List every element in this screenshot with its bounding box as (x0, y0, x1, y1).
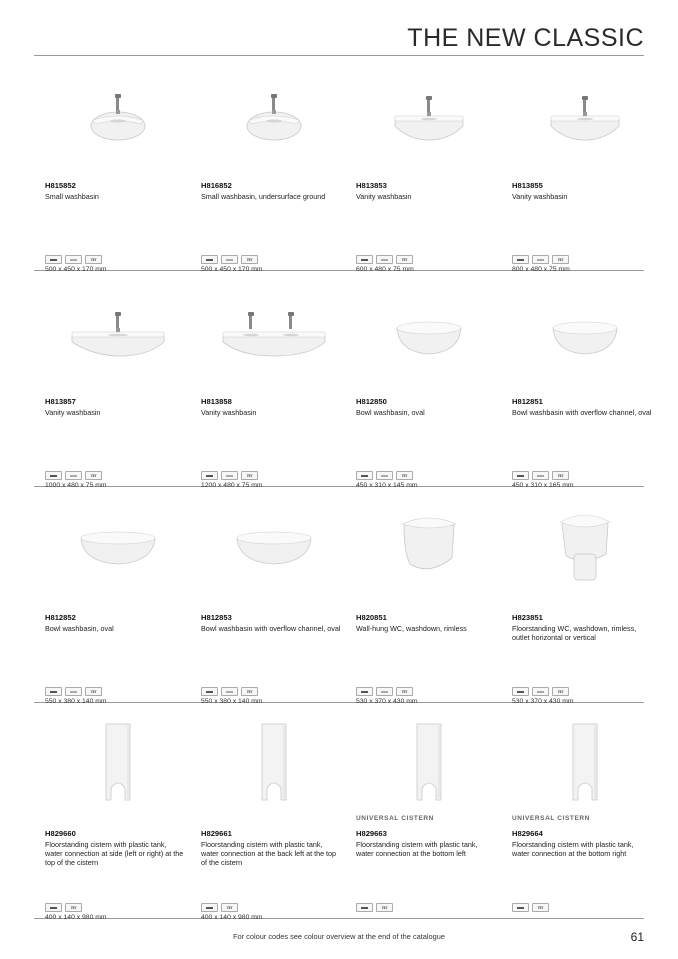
cistern-icon (201, 708, 346, 820)
wall-hung-wc-icon (356, 492, 501, 604)
small-washbasin-icon (45, 60, 190, 172)
colour-swatch (221, 255, 238, 264)
product-dimensions: 400 x 140 x 980 mm (45, 914, 107, 921)
product-dimensions: 500 x 450 x 170 mm (45, 266, 107, 273)
product-code: H815852 (45, 181, 76, 190)
colour-swatch (85, 687, 102, 696)
colour-code: 757 (70, 905, 77, 910)
product-dimensions: 600 x 480 x 75 mm (356, 266, 414, 273)
colour-code: 757 (381, 905, 388, 910)
vanity-washbasin-double-icon (201, 276, 346, 388)
colour-swatches (201, 471, 258, 480)
colour-swatch (201, 471, 218, 480)
page-title: THE NEW CLASSIC (407, 24, 644, 52)
product-description: Vanity washbasin (45, 408, 101, 417)
product-tagline: UNIVERSAL CISTERN (356, 815, 434, 822)
colour-swatches (356, 687, 413, 696)
colour-swatch (396, 687, 413, 696)
product-description: Vanity washbasin (512, 192, 568, 201)
product-code: H813855 (512, 181, 543, 190)
colour-code: 757 (557, 473, 564, 478)
bowl-washbasin-icon (512, 276, 657, 388)
colour-swatch (532, 255, 549, 264)
colour-swatches (512, 471, 569, 480)
colour-swatch (512, 255, 529, 264)
product-dimensions: 800 x 480 x 75 mm (512, 266, 570, 273)
colour-swatch (201, 687, 218, 696)
colour-swatch (512, 471, 529, 480)
product-dimensions: 500 x 450 x 170 mm (201, 266, 263, 273)
product-code: H829660 (45, 829, 76, 838)
colour-swatch (512, 903, 529, 912)
colour-code: 757 (226, 905, 233, 910)
colour-swatch (65, 471, 82, 480)
colour-swatch (356, 687, 373, 696)
colour-swatches (356, 255, 413, 264)
product-card (45, 708, 190, 924)
product-code: H813853 (356, 181, 387, 190)
product-code: H820851 (356, 613, 387, 622)
product-description: Floorstanding cistern with plastic tank, water connection at side (left or right) at the top of the cistern (45, 840, 184, 867)
colour-swatches (45, 471, 102, 480)
colour-code: 757 (537, 905, 544, 910)
product-card (512, 60, 657, 276)
colour-swatch (356, 255, 373, 264)
colour-swatches (201, 255, 258, 264)
product-card (356, 708, 501, 924)
product-code: H812852 (45, 613, 76, 622)
cistern-icon (512, 708, 657, 820)
colour-swatch (45, 903, 62, 912)
colour-code: 757 (401, 689, 408, 694)
product-code: H829661 (201, 829, 232, 838)
colour-swatch (396, 471, 413, 480)
product-card (356, 276, 501, 492)
product-card (512, 492, 657, 708)
colour-swatch (552, 687, 569, 696)
product-description: Bowl washbasin with overflow channel, oval (201, 624, 341, 633)
colour-code: 757 (401, 473, 408, 478)
cistern-icon (45, 708, 190, 820)
product-dimensions: 400 x 140 x 980 mm (201, 914, 263, 921)
colour-code: 757 (401, 257, 408, 262)
colour-swatch (65, 255, 82, 264)
colour-swatch (201, 255, 218, 264)
product-code: H812850 (356, 397, 387, 406)
colour-swatches (45, 255, 102, 264)
colour-swatches (45, 903, 82, 912)
colour-swatch (512, 687, 529, 696)
product-card (45, 60, 190, 276)
colour-swatch (65, 687, 82, 696)
product-dimensions: 550 x 380 x 140 mm (45, 698, 107, 705)
vanity-washbasin-wide-icon (45, 276, 190, 388)
product-dimensions: 550 x 380 x 140 mm (201, 698, 263, 705)
product-description: Small washbasin, undersurface ground (201, 192, 326, 201)
product-description: Vanity washbasin (201, 408, 257, 417)
product-code: H816852 (201, 181, 232, 190)
floorstanding-wc-icon (512, 492, 657, 604)
colour-swatch (552, 471, 569, 480)
header-rule (34, 55, 644, 56)
product-description: Floorstanding cistern with plastic tank, water connection at the back left at the top of the cistern (201, 840, 337, 867)
product-code: H829664 (512, 829, 543, 838)
colour-swatches (512, 903, 549, 912)
product-card (201, 276, 346, 492)
product-tagline: UNIVERSAL CISTERN (512, 815, 590, 822)
product-description: Floorstanding WC, washdown, rimless, outlet horizontal or vertical (512, 624, 637, 642)
product-description: Small washbasin (45, 192, 99, 201)
colour-code: 757 (90, 689, 97, 694)
colour-swatch (241, 687, 258, 696)
colour-swatches (45, 687, 102, 696)
colour-swatches (201, 903, 238, 912)
product-dimensions: 450 x 310 x 165 mm (512, 482, 574, 489)
colour-swatch (45, 255, 62, 264)
product-dimensions: 450 x 310 x 145 mm (356, 482, 418, 489)
product-card (512, 276, 657, 492)
colour-code: 757 (246, 257, 253, 262)
product-description: Floorstanding cistern with plastic tank, water connection at the bottom left (356, 840, 478, 858)
colour-swatch (356, 903, 373, 912)
small-washbasin-icon (201, 60, 346, 172)
colour-swatch (532, 471, 549, 480)
product-card (45, 276, 190, 492)
colour-swatches (356, 471, 413, 480)
footer-note: For colour codes see colour overview at the end of the catalogue (233, 932, 445, 941)
product-card (356, 60, 501, 276)
colour-swatch (65, 903, 82, 912)
bowl-washbasin-icon (356, 276, 501, 388)
colour-swatch (201, 903, 218, 912)
product-description: Bowl washbasin with overflow channel, oval (512, 408, 652, 417)
product-description: Bowl washbasin, oval (45, 624, 114, 633)
colour-swatches (512, 255, 569, 264)
cistern-icon (356, 708, 501, 820)
colour-swatches (356, 903, 393, 912)
product-code: H813857 (45, 397, 76, 406)
colour-swatch (376, 471, 393, 480)
product-card (356, 492, 501, 708)
colour-code: 757 (557, 689, 564, 694)
colour-swatch (376, 255, 393, 264)
colour-swatch (376, 687, 393, 696)
colour-swatch (85, 255, 102, 264)
colour-swatch (552, 255, 569, 264)
product-dimensions: 1000 x 480 x 75 mm (45, 482, 107, 489)
colour-swatch (396, 255, 413, 264)
colour-swatch (221, 903, 238, 912)
colour-swatch (532, 903, 549, 912)
colour-code: 757 (246, 473, 253, 478)
product-card (512, 708, 657, 924)
colour-swatch (45, 471, 62, 480)
product-dimensions: 530 x 370 x 430 mm (356, 698, 418, 705)
product-description: Floorstanding cistern with plastic tank, water connection at the bottom right (512, 840, 634, 858)
colour-swatch (221, 471, 238, 480)
vanity-washbasin-icon (356, 60, 501, 172)
colour-swatch (376, 903, 393, 912)
product-description: Vanity washbasin (356, 192, 412, 201)
colour-swatch (241, 255, 258, 264)
product-description: Wall-hung WC, washdown, rimless (356, 624, 467, 633)
colour-code: 757 (90, 257, 97, 262)
product-card (201, 708, 346, 924)
colour-swatches (512, 687, 569, 696)
colour-swatches (201, 687, 258, 696)
product-dimensions: 1200 x 480 x 75 mm (201, 482, 263, 489)
product-code: H812853 (201, 613, 232, 622)
colour-code: 757 (246, 689, 253, 694)
colour-swatch (241, 471, 258, 480)
bowl-washbasin-large-icon (45, 492, 190, 604)
colour-swatch (356, 471, 373, 480)
product-card (201, 60, 346, 276)
bowl-washbasin-large-icon (201, 492, 346, 604)
colour-code: 757 (557, 257, 564, 262)
colour-swatch (45, 687, 62, 696)
page-number: 61 (630, 930, 644, 944)
product-dimensions: 530 x 370 x 430 mm (512, 698, 574, 705)
colour-swatch (85, 471, 102, 480)
product-card (201, 492, 346, 708)
product-code: H823851 (512, 613, 543, 622)
colour-code: 757 (90, 473, 97, 478)
product-code: H813858 (201, 397, 232, 406)
product-description: Bowl washbasin, oval (356, 408, 425, 417)
vanity-washbasin-icon (512, 60, 657, 172)
colour-swatch (221, 687, 238, 696)
product-code: H829663 (356, 829, 387, 838)
product-card (45, 492, 190, 708)
colour-swatch (532, 687, 549, 696)
product-code: H812851 (512, 397, 543, 406)
